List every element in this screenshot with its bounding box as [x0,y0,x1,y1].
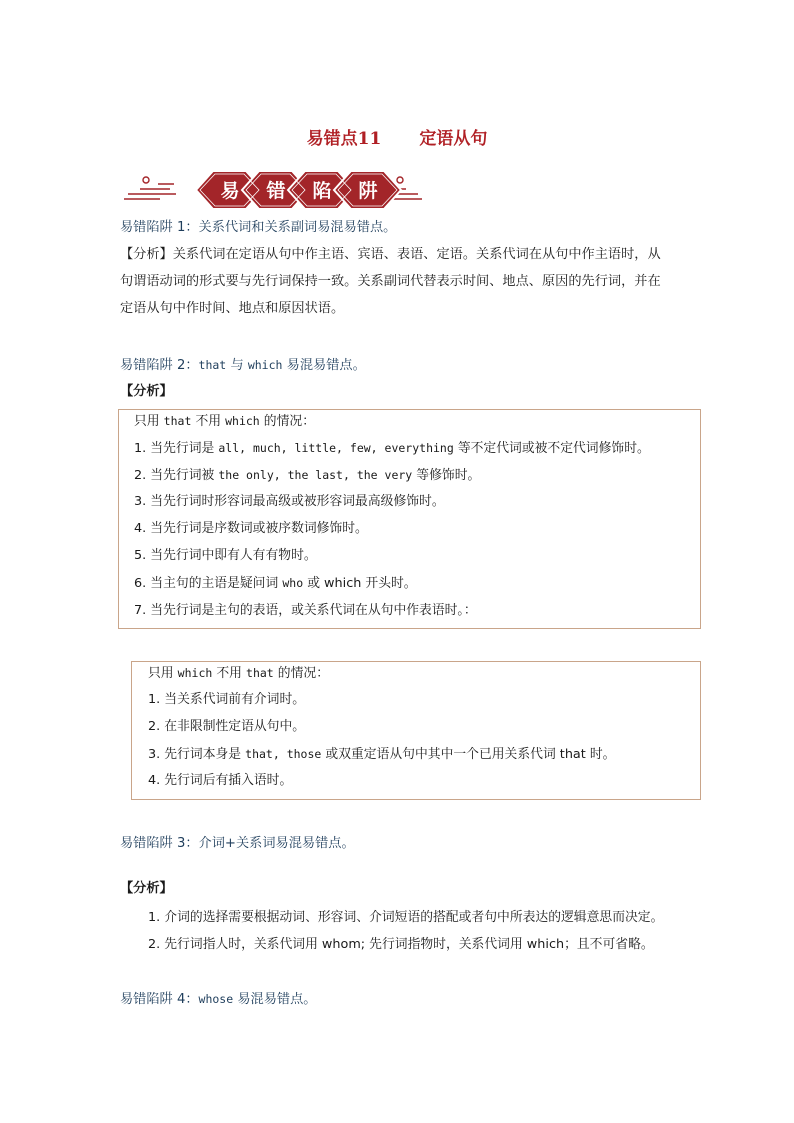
list-item: 4. 当先行词是序数词或被序数词修饰时。 [134,521,368,536]
keyword-whose: whose [198,992,234,1006]
banner-char-3: 陷 [312,180,332,202]
page-title [0,124,794,149]
which-only-box-title: 只用 which 不用 that 的情况： [148,666,329,681]
that-only-box-title: 只用 that 不用 which 的情况： [134,414,315,429]
trap-1-heading: 易错陷阱 1：关系代词和关系副词易混易错点。 [120,220,397,235]
list-item: 2. 在非限制性定语从句中。 [148,719,306,734]
trap-3-analysis-label: 【分析】 [120,881,173,896]
list-item: 2. 先行词指人时，关系代词用 whom; 先行词指物时，关系代词用 which；且不可省略。 [148,937,654,952]
list-item: 3. 当先行词时形容词最高级或被形容词最高级修饰时。 [134,494,445,509]
list-item: 3. 先行词本身是 that, those 或双重定语从句中其中一个已用关系代词 that 时。 [148,747,616,762]
section-banner [118,158,428,222]
title-left: 易错点11 [306,129,382,149]
banner-char-2: 错 [266,180,286,202]
list-item: 2. 当先行词被 the only, the last, the very 等修饰时。 [134,468,481,483]
list-item: 1. 当先行词是 all, much, little, few, everything 等不定代词或被不定代词修饰时。 [134,441,650,456]
title-right: 定语从句 [419,129,488,149]
trap-3-heading: 易错陷阱 3：介词+关系词易混易错点。 [120,836,355,851]
list-item: 1. 介词的选择需要根据动词、形容词、介词短语的搭配或者句中所表达的逻辑意思而决定。 [148,910,664,925]
banner-decoration-left [124,177,176,199]
trap-4-heading: 易错陷阱 4：whose 易混易错点。 [120,992,317,1007]
banner-char-4: 阱 [358,180,378,202]
list-item: 7. 当先行词是主句的表语，或关系代词在从句中作表语时。： [134,603,477,618]
trap-1-analysis-line: 定语从句中作时间、地点和原因状语。 [120,301,345,316]
list-item: 5. 当先行词中即有人有有物时。 [134,548,317,563]
trap-2-heading: 易错陷阱 2：that 与 which 易混易错点。 [120,358,366,373]
trap-2-analysis-label: 【分析】 [120,384,173,399]
list-item: 6. 当主句的主语是疑问词 who 或 which 开头时。 [134,576,417,591]
keyword-that: that [198,358,227,372]
list-item: 1. 当关系代词前有介词时。 [148,692,306,707]
keyword-which: which [247,358,283,372]
banner-char-1: 易 [220,180,240,202]
list-item: 4. 先行词后有插入语时。 [148,773,293,788]
trap-1-analysis-line: 句谓语动词的形式要与先行词保持一致。关系副词代替表示时间、地点、原因的先行词，并在 [120,274,661,289]
trap-1-analysis-line: 【分析】关系代词在定语从句中作主语、宾语、表语、定语。关系代词在从句中作主语时，从 [120,247,661,262]
